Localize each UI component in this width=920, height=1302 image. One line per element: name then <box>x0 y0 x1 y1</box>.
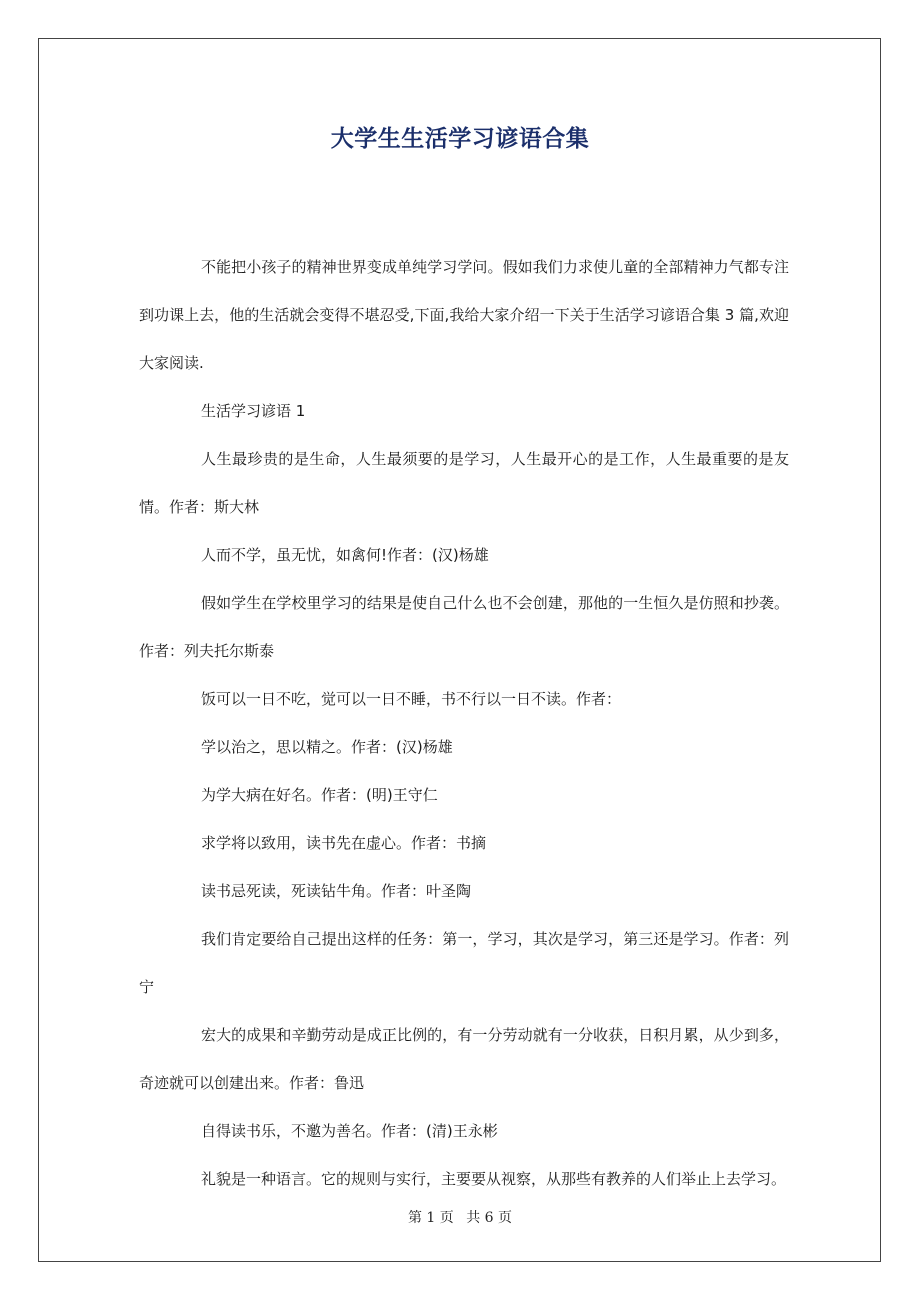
paragraph: 礼貌是一种语言。它的规则与实行，主要要从视察，从那些有教养的人们举止上去学习。 <box>201 1170 787 1188</box>
paragraph: 人生最珍贵的是生命，人生最须要的是学习，人生最开心的是工作，人生最重要的是友情。作者：斯大林 <box>139 450 789 516</box>
paragraph: 宏大的成果和辛勤劳动是成正比例的，有一分劳动就有一分收获，日积月累，从少到多，奇迹就可以创建出来。作者：鲁迅 <box>139 1026 789 1092</box>
page-total: 共 6 页 <box>466 1210 513 1226</box>
section-heading: 生活学习谚语 1 <box>201 402 306 420</box>
paragraph: 假如学生在学校里学习的结果是使自己什么也不会创建，那他的一生恒久是仿照和抄袭。作者：列夫托尔斯泰 <box>139 594 789 660</box>
document-body <box>139 243 789 1203</box>
paragraph: 我们肯定要给自己提出这样的任务：第一，学习，其次是学习，第三还是学习。作者：列宁 <box>139 930 789 996</box>
paragraph: 为学大病在好名。作者：(明)王守仁 <box>201 786 438 804</box>
page-footer <box>0 1207 920 1227</box>
paragraph: 学以治之，思以精之。作者：(汉)杨雄 <box>201 738 453 756</box>
paragraph-intro: 不能把小孩子的精神世界变成单纯学习学问。假如我们力求使儿童的全部精神力气都专注到功课上去，他的生活就会变得不堪忍受,下面,我给大家介绍一下关于生活学习谚语合集 3 篇,欢迎大家阅读. <box>139 258 789 372</box>
paragraph: 求学将以致用，读书先在虚心。作者：书摘 <box>201 834 487 852</box>
paragraph: 自得读书乐，不邀为善名。作者：(清)王永彬 <box>201 1122 498 1140</box>
paragraph: 读书忌死读，死读钻牛角。作者：叶圣陶 <box>201 882 472 900</box>
paragraph: 人而不学，虽无忧，如禽何!作者：(汉)杨雄 <box>201 546 489 564</box>
page-number: 第 1 页 <box>407 1210 454 1226</box>
paragraph: 饭可以一日不吃，觉可以一日不睡，书不行以一日不读。作者： <box>201 690 622 708</box>
document-title: 大学生生活学习谚语合集 <box>330 126 590 152</box>
